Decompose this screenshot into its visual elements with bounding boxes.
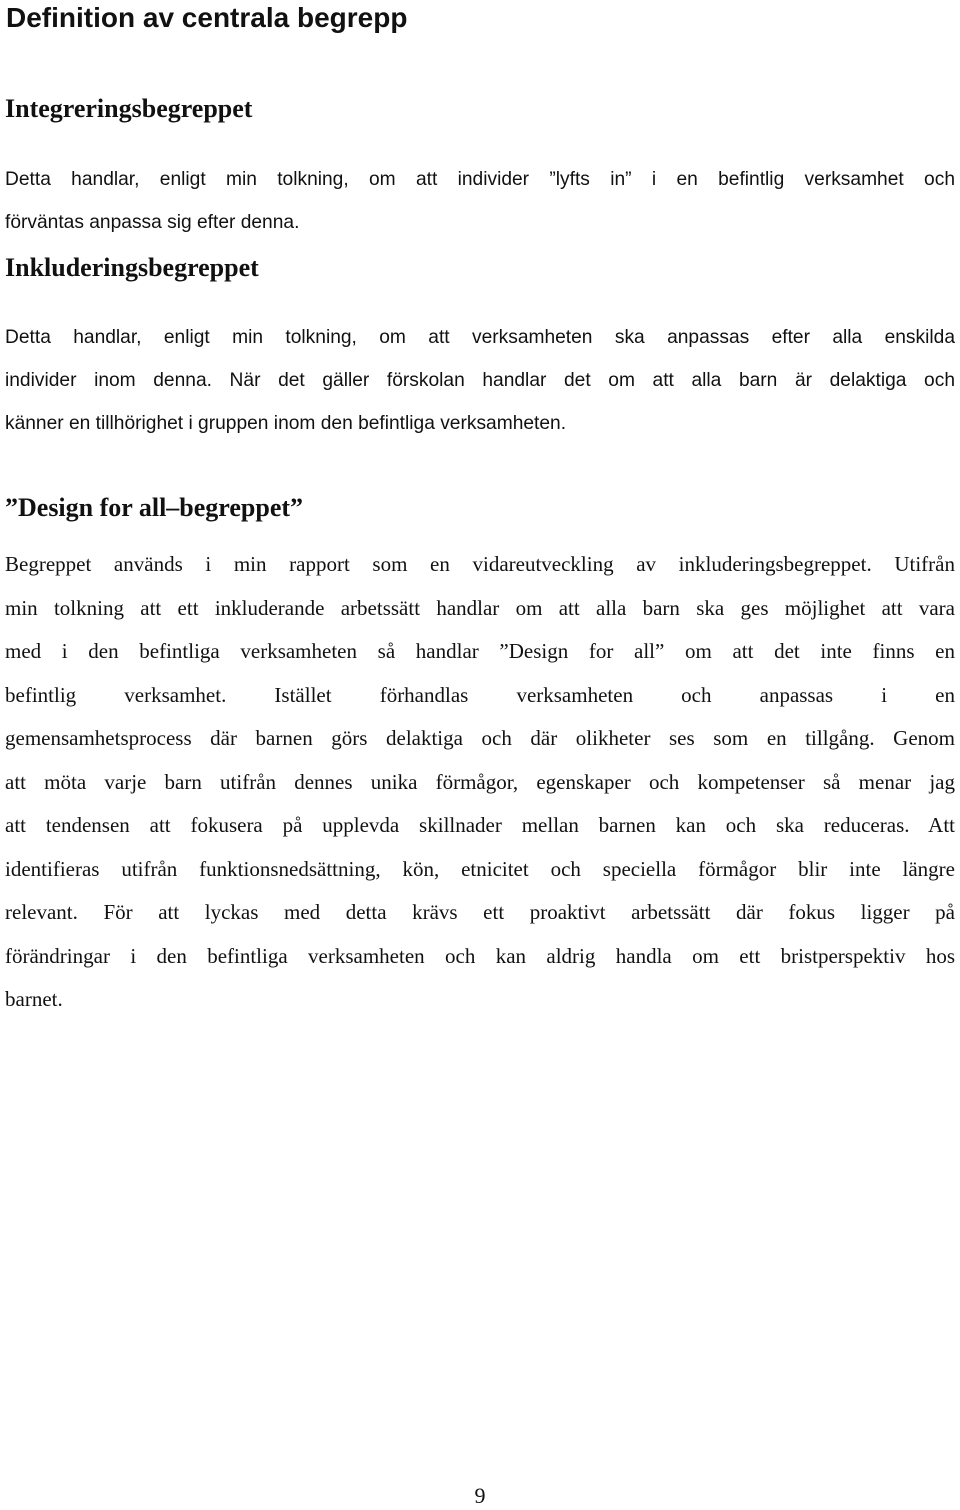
paragraph-line: Detta handlar, enligt min tolkning, om att verksamheten ska anpassas efter alla enskilda [5,327,955,348]
section-heading-inkludering: Inkluderingsbegreppet [5,253,259,282]
paragraph-line: identifieras utifrån funktionsnedsättning, kön, etnicitet och speciella förmågor blir inte längre [5,856,955,881]
page-title: Definition av centrala begrepp [6,2,408,33]
section-paragraph-design-for-all [5,543,955,1022]
paragraph-line: relevant. För att lyckas med detta krävs ett proaktivt arbetssätt där fokus ligger på [5,900,955,924]
paragraph-line: med i den befintliga verksamheten så handlar ”Design for all” om att det inte finns en [5,639,955,663]
section-paragraph-inkludering [5,316,955,445]
section-heading-design-for-all: ”Design for all–begreppet” [5,493,304,522]
paragraph-line: att möta varje barn utifrån dennes unika förmågor, egenskaper och kompetenser så menar jag [5,769,955,794]
paragraph-line: Begreppet används i min rapport som en vidareutveckling av inkluderingsbegreppet. Utifrån [5,552,955,576]
paragraph-line: barnet. [5,987,63,1011]
paragraph-line: känner en tillhörighet i gruppen inom den befintliga verksamheten. [5,413,567,434]
paragraph-line: förväntas anpassa sig efter denna. [5,212,300,233]
section-heading-integrering: Integreringsbegreppet [5,94,253,123]
paragraph-line: befintlig verksamhet. Istället förhandlas verksamheten och anpassas i en [5,682,955,707]
paragraph-line: att tendensen att fokusera på upplevda skillnader mellan barnen kan och ska reduceras. Att [5,813,955,837]
page-number: 9 [474,1483,486,1508]
paragraph-line: förändringar i den befintliga verksamheten och kan aldrig handla om ett bristperspektiv hos [5,943,955,968]
section-paragraph-integrering [5,158,955,244]
paragraph-line: individer inom denna. När det gäller förskolan handlar det om att alla barn är delaktiga och [5,370,955,391]
paragraph-line: min tolkning att ett inkluderande arbetssätt handlar om att alla barn ska ges möjlighet att vara [5,595,955,620]
paragraph-line: gemensamhetsprocess där barnen görs delaktiga och där olikheter ses som en tillgång. Genom [5,726,955,750]
paragraph-line: Detta handlar, enligt min tolkning, om att individer ”lyfts in” i en befintlig verksamhet och [5,169,955,190]
